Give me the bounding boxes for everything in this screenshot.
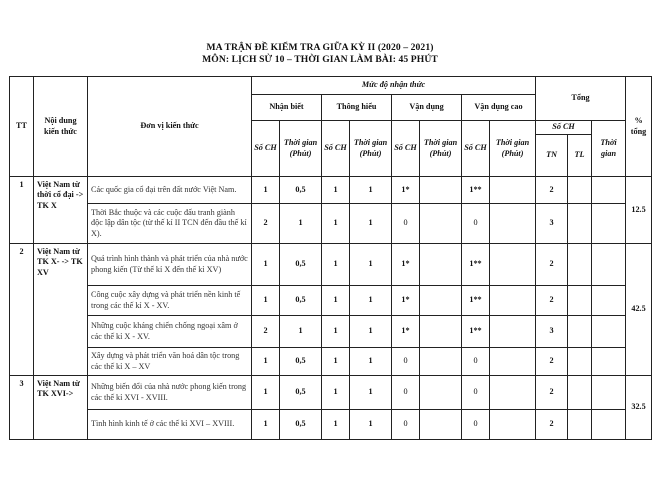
- cell-total-thoi-gian: [592, 410, 626, 440]
- header-thong-hieu: Thông hiểu: [322, 95, 392, 121]
- cell-vdc-thoi-gian: [490, 410, 536, 440]
- cell-th-so-ch: 1: [322, 348, 350, 376]
- cell-vd-thoi-gian: [420, 286, 462, 316]
- row-unit: Tình hình kinh tế ở các thế kỉ XVI – XVIII.: [88, 410, 252, 440]
- cell-th-thoi-gian: 1: [350, 410, 392, 440]
- row-topic: Việt Nam từ thời cổ đại -> TK X: [34, 177, 88, 244]
- header-vd-so-ch: Số CH: [392, 121, 420, 177]
- table-row: [10, 410, 652, 440]
- table-row: [10, 286, 652, 316]
- cell-tl: [568, 244, 592, 286]
- cell-tn: 2: [536, 376, 568, 410]
- cell-th-thoi-gian: 1: [350, 376, 392, 410]
- cell-total-thoi-gian: [592, 177, 626, 204]
- row-tt: 3: [10, 376, 34, 440]
- header-nb-thoi-gian: Thời gian (Phút): [280, 121, 322, 177]
- cell-vd-so-ch: 0: [392, 410, 420, 440]
- document-title: MA TRẬN ĐỀ KIỂM TRA GIỮA KỲ II (2020 – 2021): [206, 42, 434, 53]
- cell-nb-so-ch: 2: [252, 204, 280, 244]
- cell-th-so-ch: 1: [322, 376, 350, 410]
- cell-nb-thoi-gian: 0,5: [280, 244, 322, 286]
- row-unit: Những cuộc kháng chiến chống ngoại xâm ở các thế kỉ X - XV.: [88, 316, 252, 348]
- row-unit: Xây dựng và phát triển văn hoá dân tộc trong các thế kỉ X – XV: [88, 348, 252, 376]
- cell-vdc-so-ch: 1**: [462, 177, 490, 204]
- cell-vdc-thoi-gian: [490, 348, 536, 376]
- cell-nb-thoi-gian: 0,5: [280, 376, 322, 410]
- row-unit: Công cuộc xây dựng và phát triển nền kinh tế trong các thế kỉ X - XV.: [88, 286, 252, 316]
- cell-th-so-ch: 1: [322, 316, 350, 348]
- row-tt: 1: [10, 177, 34, 244]
- cell-tn: 2: [536, 286, 568, 316]
- cell-vdc-thoi-gian: [490, 177, 536, 204]
- cell-vdc-so-ch: 0: [462, 410, 490, 440]
- row-unit: Thời Bắc thuộc và các cuộc đấu tranh giành độc lập dân tộc (từ thế kỉ II TCN đến đầu thế kỉ X).: [88, 204, 252, 244]
- header-th-thoi-gian: Thời gian (Phút): [350, 121, 392, 177]
- table-row: [10, 244, 652, 286]
- cell-vdc-so-ch: 0: [462, 376, 490, 410]
- cell-vd-thoi-gian: [420, 376, 462, 410]
- cell-vd-thoi-gian: [420, 204, 462, 244]
- exam-matrix-table: [9, 76, 652, 440]
- cell-vd-thoi-gian: [420, 316, 462, 348]
- cell-vd-thoi-gian: [420, 410, 462, 440]
- cell-vd-so-ch: 0: [392, 376, 420, 410]
- header-total-thoi-gian: Thời gian: [592, 121, 626, 177]
- cell-total-thoi-gian: [592, 286, 626, 316]
- header-level: Mức độ nhận thức: [252, 77, 536, 95]
- cell-total-thoi-gian: [592, 244, 626, 286]
- table-row: [10, 204, 652, 244]
- row-topic: Việt Nam từ TK XVI->: [34, 376, 88, 440]
- cell-vdc-thoi-gian: [490, 204, 536, 244]
- cell-vd-so-ch: 1*: [392, 177, 420, 204]
- cell-nb-so-ch: 1: [252, 410, 280, 440]
- cell-tn: 2: [536, 177, 568, 204]
- header-percent: % tổng: [626, 77, 652, 177]
- header-nb-so-ch: Số CH: [252, 121, 280, 177]
- cell-total-thoi-gian: [592, 204, 626, 244]
- cell-tl: [568, 410, 592, 440]
- cell-nb-thoi-gian: 0,5: [280, 177, 322, 204]
- cell-total-thoi-gian: [592, 316, 626, 348]
- cell-tl: [568, 376, 592, 410]
- header-van-dung: Vận dụng: [392, 95, 462, 121]
- cell-nb-so-ch: 1: [252, 286, 280, 316]
- table-row: [10, 376, 652, 410]
- cell-vd-so-ch: 1*: [392, 244, 420, 286]
- cell-th-so-ch: 1: [322, 204, 350, 244]
- cell-tl: [568, 204, 592, 244]
- row-tt: 2: [10, 244, 34, 376]
- cell-vdc-so-ch: 1**: [462, 286, 490, 316]
- cell-tn: 2: [536, 410, 568, 440]
- cell-th-thoi-gian: 1: [350, 286, 392, 316]
- cell-vdc-thoi-gian: [490, 376, 536, 410]
- cell-th-so-ch: 1: [322, 177, 350, 204]
- header-vd-thoi-gian: Thời gian (Phút): [420, 121, 462, 177]
- document-subtitle: MÔN: LỊCH SỬ 10 – THỜI GIAN LÀM BÀI: 45 PHÚT: [202, 54, 438, 65]
- header-total-so-ch: Số CH: [536, 121, 592, 135]
- header-tt: TT: [10, 77, 34, 177]
- cell-nb-thoi-gian: 0,5: [280, 410, 322, 440]
- cell-vdc-thoi-gian: [490, 244, 536, 286]
- cell-tn: 2: [536, 244, 568, 286]
- cell-th-so-ch: 1: [322, 286, 350, 316]
- header-topic: Nội dung kiến thức: [34, 77, 88, 177]
- cell-nb-so-ch: 1: [252, 244, 280, 286]
- cell-th-so-ch: 1: [322, 410, 350, 440]
- cell-nb-thoi-gian: 1: [280, 204, 322, 244]
- cell-nb-so-ch: 1: [252, 348, 280, 376]
- cell-vd-so-ch: 0: [392, 204, 420, 244]
- cell-nb-so-ch: 2: [252, 316, 280, 348]
- cell-nb-thoi-gian: 1: [280, 316, 322, 348]
- header-vdc-so-ch: Số CH: [462, 121, 490, 177]
- cell-tn: 2: [536, 348, 568, 376]
- row-unit: Những biến đổi của nhà nước phong kiến trong các thế kỉ XVI - XVIII.: [88, 376, 252, 410]
- cell-tn: 3: [536, 316, 568, 348]
- cell-nb-thoi-gian: 0,5: [280, 286, 322, 316]
- table-row: [10, 177, 652, 204]
- cell-percent: 32.5: [626, 376, 652, 440]
- cell-th-thoi-gian: 1: [350, 316, 392, 348]
- cell-tl: [568, 177, 592, 204]
- cell-th-thoi-gian: 1: [350, 348, 392, 376]
- header-total: Tổng: [536, 77, 626, 121]
- cell-vdc-so-ch: 1**: [462, 244, 490, 286]
- cell-vdc-so-ch: 0: [462, 348, 490, 376]
- header-vdc-thoi-gian: Thời gian (Phút): [490, 121, 536, 177]
- row-unit: Các quốc gia cổ đại trên đất nước Việt Nam.: [88, 177, 252, 204]
- cell-vd-thoi-gian: [420, 348, 462, 376]
- table-row: [10, 316, 652, 348]
- cell-percent: 42.5: [626, 244, 652, 376]
- cell-vdc-so-ch: 1**: [462, 316, 490, 348]
- cell-tn: 3: [536, 204, 568, 244]
- cell-tl: [568, 316, 592, 348]
- cell-vd-so-ch: 1*: [392, 316, 420, 348]
- header-unit: Đơn vị kiến thức: [88, 77, 252, 177]
- header-nhan-biet: Nhận biết: [252, 95, 322, 121]
- header-th-so-ch: Số CH: [322, 121, 350, 177]
- cell-percent: 12.5: [626, 177, 652, 244]
- cell-nb-so-ch: 1: [252, 376, 280, 410]
- header-tn: TN: [536, 135, 568, 177]
- cell-th-thoi-gian: 1: [350, 244, 392, 286]
- cell-vd-thoi-gian: [420, 177, 462, 204]
- cell-th-thoi-gian: 1: [350, 204, 392, 244]
- cell-tl: [568, 286, 592, 316]
- header-van-dung-cao: Vận dụng cao: [462, 95, 536, 121]
- cell-vd-so-ch: 1*: [392, 286, 420, 316]
- cell-vd-so-ch: 0: [392, 348, 420, 376]
- row-topic: Việt Nam từ TK X- -> TK XV: [34, 244, 88, 376]
- row-unit: Quá trình hình thành và phát triển của nhà nước phong kiến (Từ thế kỉ X đến thế kỉ XV): [88, 244, 252, 286]
- cell-th-thoi-gian: 1: [350, 177, 392, 204]
- cell-nb-so-ch: 1: [252, 177, 280, 204]
- table-row: [10, 348, 652, 376]
- cell-nb-thoi-gian: 0,5: [280, 348, 322, 376]
- cell-vdc-so-ch: 0: [462, 204, 490, 244]
- header-tl: TL: [568, 135, 592, 177]
- cell-total-thoi-gian: [592, 348, 626, 376]
- cell-vdc-thoi-gian: [490, 316, 536, 348]
- cell-total-thoi-gian: [592, 376, 626, 410]
- cell-vdc-thoi-gian: [490, 286, 536, 316]
- cell-tl: [568, 348, 592, 376]
- cell-th-so-ch: 1: [322, 244, 350, 286]
- cell-vd-thoi-gian: [420, 244, 462, 286]
